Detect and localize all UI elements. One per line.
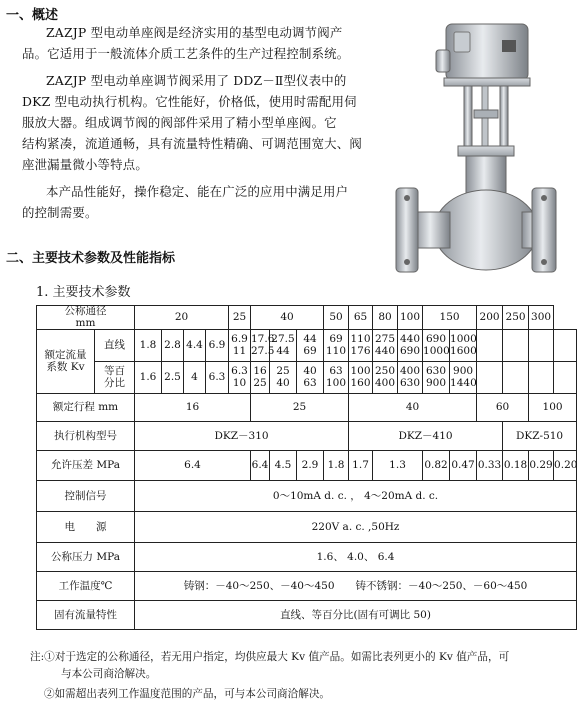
overview-line: ZAZJP 型电动单座调节阀采用了 DDZ－Ⅱ型仪表中的: [46, 73, 347, 88]
kv-cell: [423, 330, 450, 362]
dp-cell: 1.8: [324, 451, 349, 481]
pn-value-cell: 1.6、 4.0、 6.4: [135, 543, 577, 572]
cell-line: 440: [375, 344, 396, 357]
dp-label-cell: 允许压差 MPa: [37, 451, 135, 481]
dp-cell: 1.7: [349, 451, 373, 481]
cell-line: 1600: [450, 344, 477, 357]
overview-line: 座泄漏量微小等特点。: [22, 157, 148, 172]
kv-linear-label: 直线: [95, 330, 135, 362]
cell-line: 16: [253, 365, 267, 377]
kv-cell: [529, 362, 554, 394]
kv-cell: [324, 330, 349, 362]
cell-line: 10: [232, 376, 247, 389]
power-value-cell: 220V a. c. ,50Hz: [135, 512, 577, 543]
table-row: [37, 306, 577, 330]
kv-cell: 1.8: [135, 330, 162, 362]
dn-cell: 40: [251, 306, 324, 330]
cell-line: 40: [303, 365, 317, 377]
stroke-cell: 60: [477, 394, 529, 422]
dn-cell: 50: [324, 306, 349, 330]
cell-line: 等百: [104, 365, 125, 377]
kv-cell: [423, 362, 450, 394]
note-1-cont: 与本公司商洽解决。: [61, 668, 157, 680]
cell-line: 160: [350, 376, 371, 389]
kv-cell: [398, 362, 423, 394]
cell-line: 176: [350, 344, 371, 357]
kv-cell: [373, 330, 398, 362]
cell-line: 44: [276, 344, 290, 357]
kv-label-cell: [37, 330, 95, 394]
kv-cell: [349, 330, 373, 362]
kv-cell: [229, 362, 251, 394]
kv-cell: 1.6: [135, 362, 162, 394]
cell-line: 110: [350, 333, 371, 345]
kv-cell: [251, 330, 275, 362]
flow-label-cell: 固有流量特性: [37, 601, 135, 630]
dp-cell: 2.9: [297, 451, 324, 481]
signal-value-cell: 0～10mA d. c. ， 4～20mA d. c.: [135, 481, 577, 512]
cell-line: 690: [426, 333, 447, 345]
overview-line: DKZ 型电动执行机构。它性能好，价格低，使用时需配用伺: [22, 94, 357, 109]
cell-line: 系数 Kv: [46, 360, 85, 373]
dp-cell: 0.33: [477, 451, 503, 481]
cell-line: 额定流量: [44, 349, 87, 361]
kv-cell: [477, 362, 503, 394]
cell-line: 900: [426, 376, 447, 389]
dp-cell: 0.18: [503, 451, 529, 481]
kv-cell: [297, 330, 324, 362]
temp-label-cell: 工作温度℃: [37, 572, 135, 601]
cell-line: 690: [400, 344, 421, 357]
cell-line: 40: [276, 376, 290, 389]
cell-line: 110: [326, 344, 347, 357]
kv-cell: [270, 362, 297, 394]
stroke-cell: 25: [251, 394, 349, 422]
dn-cell: 150: [423, 306, 477, 330]
cell-line: 25: [276, 365, 290, 377]
section-title-overview: 一、概述: [6, 8, 59, 23]
pn-label-cell: 公称压力 MPa: [37, 543, 135, 572]
cell-line: 69: [303, 344, 317, 357]
kv-cell: 6.3: [206, 362, 229, 394]
kv-cell: 4: [184, 362, 206, 394]
dn-cell: 100: [398, 306, 423, 330]
cell-line: 分比: [104, 376, 125, 389]
cell-line: 1440: [450, 376, 477, 389]
dp-cell: 6.4: [135, 451, 251, 481]
cell-line: 63: [329, 365, 343, 377]
valve-product-image: [384, 22, 562, 284]
stroke-label-cell: 额定行程 mm: [37, 394, 135, 422]
stroke-cell: 16: [135, 394, 251, 422]
cell-line: 27.5: [271, 333, 295, 345]
kv-cell: 2.8: [162, 330, 184, 362]
overview-line: 服放大器。组成调节阀的阀部件采用了精小型单座阀。它: [22, 115, 337, 130]
dn-cell: 25: [229, 306, 251, 330]
actuator-cell: DKZ－310: [135, 422, 349, 451]
table-row: [37, 422, 577, 451]
kv-cell: [529, 330, 554, 362]
stroke-cell: 100: [529, 394, 577, 422]
table-row: [37, 543, 577, 572]
table-row: [37, 330, 577, 362]
dp-cell: 4.5: [270, 451, 297, 481]
note-2: ②如需超出表列工作温度范围的产品，可与本公司商洽解决。: [44, 688, 331, 700]
table-row: [37, 572, 577, 601]
overview-line: ZAZJP 型电动单座阀是经济实用的基型电动调节阀产: [46, 25, 343, 40]
actuator-cell: DKZ-510: [503, 422, 577, 451]
cell-line: 公称通径: [64, 305, 107, 317]
overview-line: 的控制需要。: [22, 205, 98, 220]
dn-label-cell: [37, 306, 135, 330]
cell-line: 275: [375, 333, 396, 345]
dp-cell: 0.47: [450, 451, 477, 481]
overview-line: 品。它适用于一般流体介质工艺条件的生产过程控制系统。: [22, 46, 350, 61]
cell-line: 25: [253, 376, 267, 389]
dn-cell: 65: [349, 306, 373, 330]
cell-line: 1000: [450, 333, 477, 345]
kv-cell: [450, 362, 477, 394]
cell-line: 100: [326, 376, 347, 389]
dp-cell: 6.4: [251, 451, 270, 481]
overview-line: 本产品性能好，操作稳定、能在广泛的应用中满足用户: [46, 184, 349, 199]
kv-cell: [297, 362, 324, 394]
table-row: [37, 394, 577, 422]
cell-line: 6.3: [231, 365, 248, 377]
spec-table: [36, 305, 577, 630]
cell-line: 630: [426, 365, 447, 377]
cell-line: 250: [375, 365, 396, 377]
section-title-specs: 二、主要技术参数及性能指标: [6, 251, 176, 266]
kv-cell: [229, 330, 251, 362]
cell-line: 900: [453, 365, 474, 377]
actuator-label-cell: 执行机构型号: [37, 422, 135, 451]
cell-line: 44: [303, 333, 317, 345]
flow-value-cell: 直线、等百分比(固有可调比 50): [135, 601, 577, 630]
kv-cell: [503, 330, 529, 362]
dn-cell: 200: [477, 306, 503, 330]
dp-cell: 1.3: [373, 451, 423, 481]
kv-cell: [349, 362, 373, 394]
power-label-cell: 电 源: [37, 512, 135, 543]
subsection-title: 1. 主要技术参数: [36, 285, 131, 300]
stroke-cell: 40: [349, 394, 477, 422]
kv-cell: [503, 362, 529, 394]
temp-value-cell: 铸钢：－40～250、－40～450 铸不锈钢：－40～250、－60～450: [135, 572, 577, 601]
kv-cell: [324, 362, 349, 394]
table-row: [37, 481, 577, 512]
dp-cell: 0.20: [554, 451, 577, 481]
cell-line: 11: [232, 344, 247, 357]
note-1: 注:①对于选定的公称通径，若无用户指定，均供应最大 Kv 值产品。如需比表列更小的 Kv 值产品，可: [30, 651, 510, 663]
cell-line: 440: [400, 333, 421, 345]
kv-cell: [477, 330, 503, 362]
cell-line: 630: [400, 376, 421, 389]
cell-line: 63: [303, 376, 317, 389]
cell-line: 27.5: [251, 344, 275, 357]
cell-line: 400: [400, 365, 421, 377]
kv-cell: 6.9: [206, 330, 229, 362]
dn-cell: 300: [529, 306, 554, 330]
cell-line: 69: [329, 333, 343, 345]
kv-cell: [554, 362, 577, 394]
kv-eqp-label: [95, 362, 135, 394]
actuator-cell: DKZ－410: [349, 422, 503, 451]
kv-cell: 2.5: [162, 362, 184, 394]
cell-line: 400: [375, 376, 396, 389]
dn-cell: 80: [373, 306, 398, 330]
table-row: [37, 362, 577, 394]
dp-cell: 0.29: [529, 451, 554, 481]
overview-line: 结构紧凑，流道通畅，具有流量特性精确、可调范围宽大、阀: [22, 136, 362, 151]
cell-line: 17.6: [251, 333, 275, 345]
dn-cell: 250: [503, 306, 529, 330]
dp-cell: 0.82: [423, 451, 450, 481]
cell-line: 1000: [423, 344, 450, 357]
cell-line: 100: [350, 365, 371, 377]
table-row: [37, 451, 577, 481]
kv-cell: [450, 330, 477, 362]
dn-cell: 20: [135, 306, 229, 330]
kv-cell: [373, 362, 398, 394]
kv-cell: 4.4: [184, 330, 206, 362]
kv-cell: [398, 330, 423, 362]
cell-line: 6.9: [231, 333, 248, 345]
kv-cell: [554, 330, 577, 362]
signal-label-cell: 控制信号: [37, 481, 135, 512]
table-row: [37, 512, 577, 543]
kv-cell: [251, 362, 270, 394]
table-row: [37, 601, 577, 630]
cell-line: mm: [75, 316, 96, 329]
